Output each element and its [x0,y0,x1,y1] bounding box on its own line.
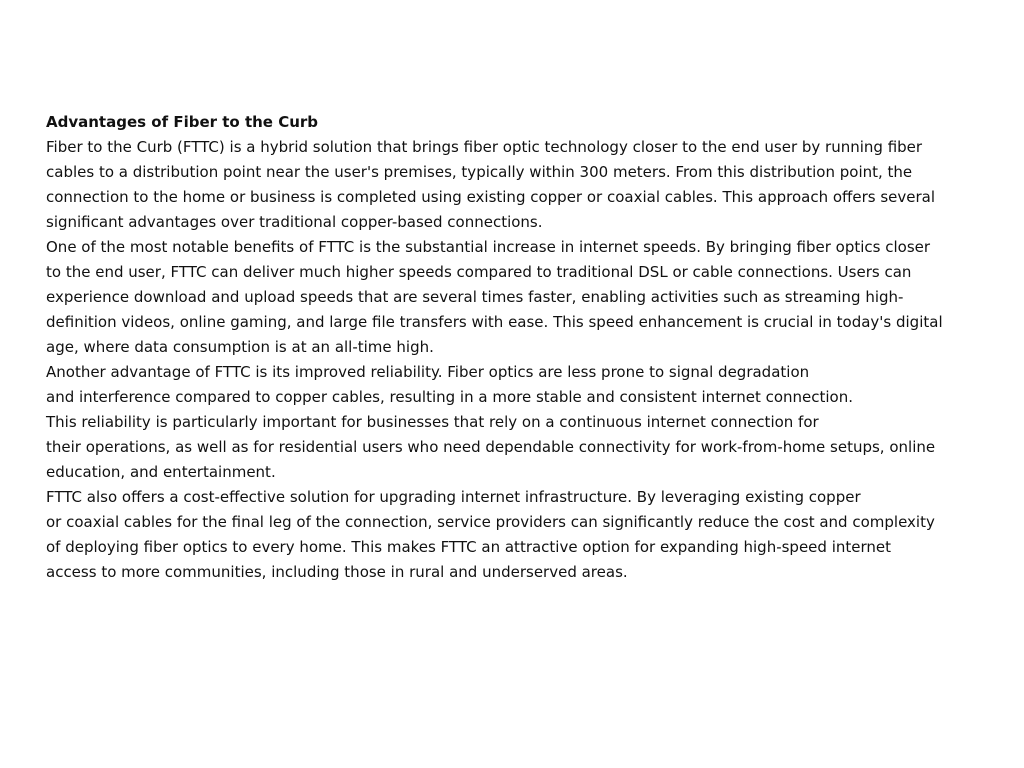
article-line: definition videos, online gaming, and large file transfers with ease. This speed enhancement is crucial in today's digital [46,313,943,331]
article-line: connection to the home or business is completed using existing copper or coaxial cables. This approach offers several [46,188,936,206]
article-line: to the end user, FTTC can deliver much higher speeds compared to traditional DSL or cable connections. Users can [46,263,912,281]
article-line: their operations, as well as for residential users who need dependable connectivity for work-from-home setups, online [46,438,936,456]
article-line: cables to a distribution point near the user's premises, typically within 300 meters. From this distribution point, the [46,163,913,181]
article-line: access to more communities, including those in rural and underserved areas. [46,563,628,581]
article-line: One of the most notable benefits of FTTC is the substantial increase in internet speeds. By bringing fiber optics closer [46,238,931,256]
article-line: significant advantages over traditional copper-based connections. [46,213,543,231]
article-line: experience download and upload speeds that are several times faster, enabling activities such as streaming high- [46,288,904,306]
article-line: Fiber to the Curb (FTTC) is a hybrid solution that brings fiber optic technology closer to the end user by running fiber [46,138,923,156]
article-line: Another advantage of FTTC is its improved reliability. Fiber optics are less prone to signal degradation [46,363,810,381]
article-line: age, where data consumption is at an all-time high. [46,338,434,356]
article-line: of deploying fiber optics to every home. This makes FTTC an attractive option for expanding high-speed internet [46,538,891,556]
article-line: This reliability is particularly important for businesses that rely on a continuous internet connection for [46,413,819,431]
article-title: Advantages of Fiber to the Curb [46,113,319,131]
article-line: or coaxial cables for the final leg of the connection, service providers can significantly reduce the cost and complexity [46,513,935,531]
article-line: education, and entertainment. [46,463,276,481]
article-line: and interference compared to copper cables, resulting in a more stable and consistent internet connection. [46,388,854,406]
article-body [46,135,1012,585]
article-line: FTTC also offers a cost-effective solution for upgrading internet infrastructure. By leveraging existing copper [46,488,861,506]
